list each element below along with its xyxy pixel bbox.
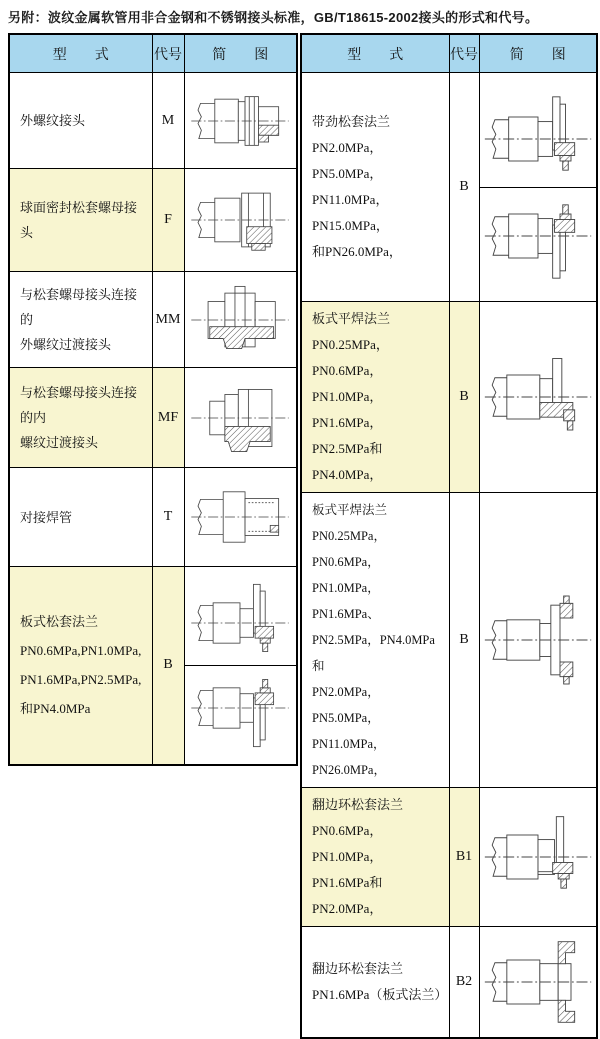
table-row [301, 788, 597, 927]
diagram-cell [479, 73, 597, 302]
header-row [301, 34, 597, 73]
type-text-line: 翻边环松套法兰 [312, 960, 404, 976]
diagram-cell [479, 302, 597, 493]
code-cell: MF [152, 368, 184, 468]
type-cell [301, 788, 449, 927]
table-row [9, 368, 297, 468]
tables-container [8, 33, 600, 1039]
type-cell [9, 272, 152, 368]
type-text-line: 板式松套法兰 [20, 614, 99, 630]
type-text-line: 与松套螺母接头连接的内 [20, 385, 138, 425]
male-thread-fitting-diagram [189, 79, 291, 163]
diagram-cell [184, 468, 297, 567]
necked-loose-flange-top-diagram [483, 91, 593, 187]
code-cell: F [152, 169, 184, 272]
type-text-line: PN1.0MPa，PN1.6MPa， [312, 389, 383, 430]
code-cell: T [152, 468, 184, 567]
type-text-line: 翻边环松套法兰 [312, 797, 404, 812]
type-cell [301, 302, 449, 493]
diagram-cell [184, 567, 297, 765]
type-text-line: PN0.25MPa，PN0.6MPa， [312, 529, 386, 569]
diagram-sub-cell [480, 934, 597, 1030]
column-header-code: 代号 [449, 34, 479, 73]
fitting-rows-right [301, 73, 597, 1038]
plate-loose-flange-bottom-diagram [189, 666, 291, 750]
type-cell [9, 169, 152, 272]
type-text-line: PN1.0MPa，PN1.6MPa、 [312, 581, 380, 621]
type-cell [9, 368, 152, 468]
type-text-line: PN0.25MPa，PN0.6MPa， [312, 337, 389, 378]
diagram-sub-cell [185, 79, 297, 163]
code-cell: B [449, 493, 479, 788]
type-cell [9, 567, 152, 765]
table-row [301, 302, 597, 493]
code-cell: B1 [449, 788, 479, 927]
table-row [301, 927, 597, 1038]
column-header-type: 型 式 [9, 34, 152, 73]
type-text-line: 螺纹过渡接头 [20, 435, 99, 450]
type-text-line: 外螺纹过渡接头 [20, 337, 112, 352]
table-row [9, 468, 297, 567]
diagram-sub-cell [185, 581, 297, 665]
type-cell [9, 468, 152, 567]
diagram-sub-cell [185, 665, 297, 750]
table-row [9, 73, 297, 169]
diagram-sub-cell [480, 187, 597, 284]
plate-weld-flange-symmetric-diagram [483, 592, 593, 688]
diagram-sub-cell [185, 376, 297, 460]
lapped-ring-plate-flange-diagram [483, 934, 593, 1030]
type-text-line: 带劲松套法兰 [312, 114, 391, 129]
butt-weld-pipe-diagram [189, 475, 291, 559]
table-row [9, 272, 297, 368]
type-text-line: 对接焊管 [20, 509, 73, 525]
diagram-cell [479, 493, 597, 788]
table-row [9, 567, 297, 765]
type-text-line: 和PN26.0MPa， [312, 244, 402, 259]
type-text-line: PN11.0MPa，PN15.0MPa， [312, 192, 389, 233]
diagram-sub-cell [480, 592, 597, 688]
type-text-line: PN1.6MPa（板式法兰） [312, 986, 448, 1002]
code-cell: MM [152, 272, 184, 368]
fitting-table-left [8, 33, 298, 766]
table-row [301, 73, 597, 302]
column-header-type: 型 式 [301, 34, 449, 73]
type-text-line: PN0.6MPa,PN1.0MPa, [20, 643, 142, 659]
column-header-diagram: 简 图 [479, 34, 597, 73]
type-text-line: PN11.0MPa，PN26.0MPa， [312, 737, 386, 777]
type-cell [9, 73, 152, 169]
type-text-line: PN2.0MPa，PN5.0MPa， [312, 140, 383, 181]
diagram-sub-cell [185, 278, 297, 362]
type-text-line: PN2.5MPa，PN4.0MPa和 [312, 633, 435, 673]
type-cell [301, 73, 449, 302]
type-text-line: PN0.6MPa，PN1.0MPa， [312, 823, 383, 864]
diagram-sub-cell [185, 475, 297, 559]
diagram-cell [479, 788, 597, 927]
fitting-rows-left [9, 73, 297, 765]
necked-loose-flange-bottom-diagram [483, 188, 593, 284]
code-cell: B2 [449, 927, 479, 1038]
type-text-line: 球面密封松套螺母接头 [20, 200, 138, 240]
type-cell [301, 493, 449, 788]
diagram-sub-cell [185, 178, 297, 262]
diagram-cell [184, 169, 297, 272]
type-text-line: PN2.0MPa，PN5.0MPa， [312, 685, 380, 725]
code-cell: B [152, 567, 184, 765]
diagram-sub-cell [480, 349, 597, 445]
plate-loose-flange-top-diagram [189, 581, 291, 665]
diagram-cell [184, 368, 297, 468]
type-cell [301, 927, 449, 1038]
type-text-line: 与松套螺母接头连接的 [20, 287, 138, 327]
code-cell: M [152, 73, 184, 169]
page-title: 另附：波纹金属软管用非合金钢和不锈钢接头标准，GB/T18615-2002接头的形式和代号。 [8, 10, 539, 25]
column-header-diagram: 简 图 [184, 34, 297, 73]
type-text-line: 外螺纹接头 [20, 113, 86, 128]
diagram-sub-cell [480, 809, 597, 905]
table-row [301, 493, 597, 788]
diagram-sub-cell [480, 91, 597, 187]
type-text-line: PN1.6MPa,PN2.5MPa, [20, 672, 142, 688]
hex-union-nut-fitting-diagram [189, 376, 291, 460]
column-header-code: 代号 [152, 34, 184, 73]
code-cell: B [449, 73, 479, 302]
diagram-cell [184, 73, 297, 169]
type-text-line: PN1.6MPa和PN2.0MPa， [312, 875, 383, 916]
type-text-line: PN2.5MPa和PN4.0MPa， [312, 441, 383, 482]
type-text-line: 板式平焊法兰 [312, 311, 391, 326]
header-row [9, 34, 297, 73]
type-text-line: 和PN4.0MPa [20, 701, 91, 717]
diagram-cell [184, 272, 297, 368]
code-cell: B [449, 302, 479, 493]
type-text-line: 板式平焊法兰 [312, 503, 388, 517]
hex-nipple-fitting-diagram [189, 278, 291, 362]
table-row [9, 169, 297, 272]
lapped-ring-loose-flange-diagram [483, 809, 593, 905]
plate-weld-flange-diagram [483, 349, 593, 445]
spherical-swivel-nut-fitting-diagram [189, 178, 291, 262]
diagram-cell [479, 927, 597, 1038]
fitting-table-right [300, 33, 598, 1039]
